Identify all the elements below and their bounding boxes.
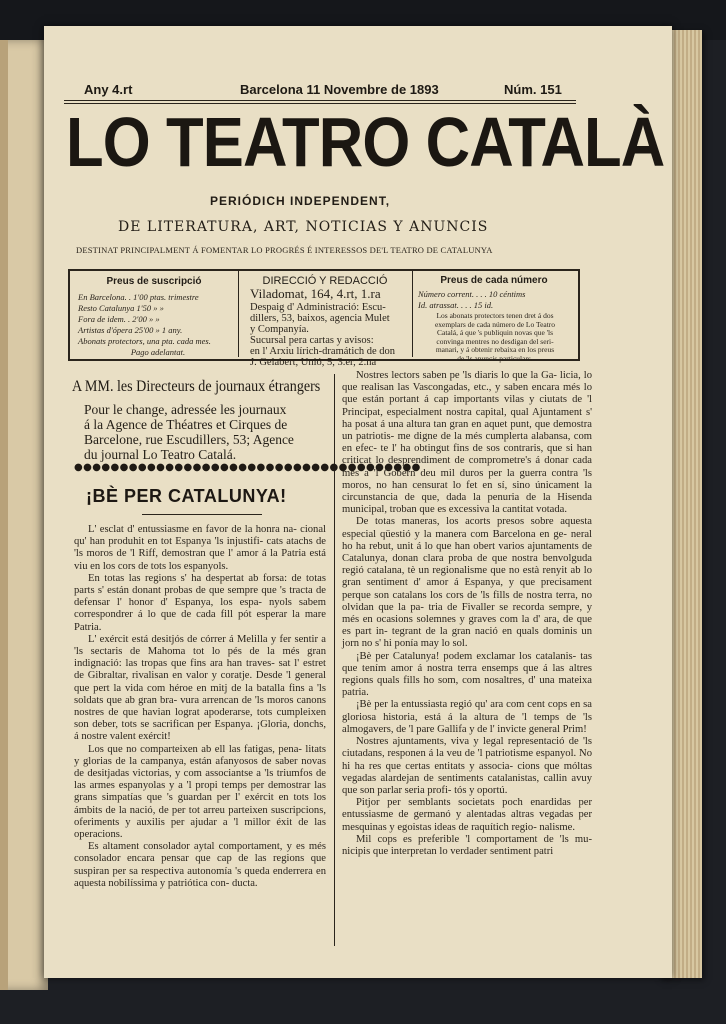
paragraph: L' esclat d' entussiasme en favor de la honra na- cional qu' han produhit en tot Espanya 'ls injustifi- cats atachs de 'ls moros de 'l Riff, demostran que l' amor á la Patria está viu en los cors de tots los espanyols. [74,524,326,572]
notice-line: á la Agence de Théatres et Cirques de [84,417,288,432]
price-note-line: Los abonats protectors tenen dret á dos [436,311,554,320]
paragraph: Pitjor per semblants societats poch enardidas per entussiasme de germanó y alentadas altras vegadas per mesquinas y egoistas ideas de raquítich regio- nalisme. [342,797,592,833]
box-divider-2 [412,271,413,357]
masthead-tagline: DESTINAT PRINCIPALMENT Á FOMENTAR LO PROGRÉS É INTERESSOS DE'L TEATRO DE CATALUNYA [76,245,493,255]
direction-line: J. Gelabert, Unió, 5, 3.er, 2.na [250,357,377,368]
prices-list [418,289,572,311]
prices-note [418,312,572,363]
notice-line: Pour le change, adressée les journaux [84,402,287,417]
issue-label: Any 4.rt [84,82,133,97]
direction-line: Despaig d' Administració: Escu- [250,302,386,313]
paragraph: Nostres ajuntaments, viva y legal representació de 'ls ciutadans, responen á la veu de 'l patriotisme espanyol. No hi ha res que certas entitats y associa- cions que móltas vegadas alardejan de sentiments catalanistas, callin avuy que son parlar seria profi- tós y oportú. [342,736,592,796]
notice-title: A MM. les Directeurs de journaux étrangers [72,378,321,395]
subscription-line: Abonats protectors, una pta. cada mes. [78,336,211,346]
dotted-separator: ●●●●●●●●●●●●●●●●●●●●●●●●●●●●●●●●●●●●●● [74,462,421,473]
price-note-line: exemplars de cada número de Lo Teatro [434,319,556,329]
subscription-line: Fora de idem. . 2'00 » » [78,314,160,324]
paragraph: En totas las regions s' ha despertat ab forsa: de totas parts s' están donant probas de que sempre que 's tracta de defensar l' honor d' Espanya, los espa- nyols sabem correspondrer á lo que de cada fill pót esperar la mare Patria. [74,572,326,633]
masthead-subtitle-2: DE LITERATURA, ART, NOTICIAS Y ANUNCIS [118,219,489,235]
paragraph: ¡Bè per Catalunya! podem exclamar los catalanis- tas que tením amor á nostra terra ensemps que á las altres regions quals fills ho som, com nosaltres, d' una mateixa patria. [342,650,592,699]
direction-line: dillers, 53, baixos, agencia Mulet [250,313,390,324]
prices-title: Preus de cada número [440,275,548,286]
direction-lines [250,302,412,368]
paragraph: ¡Bè per la entussiasta regió qu' ara com cent cops en sa gloriosa historia, está á la altura de 'l temps de 'ls almogavers, de 'l pare Gallifa y de l' invicte general Prim! [342,699,592,735]
price-note-line: manari, y á obtenir rebaixa en los preus [435,345,555,354]
direction-address: Viladomat, 164, 4.rt, 1.ra [250,286,381,301]
subscription-line: En Barcelona. . 1'00 ptas. trimestre [78,292,199,302]
headline-rule [142,514,262,515]
direction-line: en l' Arxiu lírich-dramátich de don [250,346,396,357]
paragraph: Es altament consolador aytal comportament, y es més consolador encara pensar que cap de las regions que suspiran per sa respectiva autonomía 's queda enderrera en aquesta nobilíssima y patriótica con- ducta. [74,841,326,889]
box-divider-1 [238,271,239,357]
date-label: Barcelona 11 Novembre de 1893 [240,82,439,97]
direction-title: DIRECCIÓ Y REDACCIÓ [262,275,388,287]
article-headline: ¡BÈ PER CATALUNYA! [86,486,287,506]
subscription-line: Artistas d'ópera 25'00 » 1 any. [78,325,183,335]
price-note-line: de 'ls anuncis particulars. [457,353,533,363]
price-note-line: Catalá, á que 's publiquin novas que 'ls [436,328,553,337]
direction-line: y Companyía. [250,324,309,335]
newspaper-page [44,26,672,978]
notice-line: du journal Lo Teatro Catalá. [84,447,237,462]
header-rule [64,100,576,101]
direction-line: Sucursal pera cartas y avisos: [250,335,374,346]
subscription-line: Resto Catalunya 1'50 » » [78,303,164,313]
price-note-line: convinga mentres no desdigan del seri- [436,336,554,346]
masthead-subtitle: PERIÓDICH INDEPENDENT, [210,194,391,208]
article-right-column [342,370,592,934]
paragraph: Mil cops es preferible 'l comportament de 'ls mu- nicipis que interpretan lo verdader sentiment patri [342,833,592,857]
notice-body [84,402,328,462]
price-line: Número corrent. . . . 10 céntims [418,289,526,299]
column-divider [334,374,335,946]
number-label: Núm. 151 [504,82,562,97]
left-page-margin [0,40,8,990]
paragraph: Nostres lectors saben pe 'ls diaris lo que la Ga- licia, lo que realisan las Vascongadas, etc., y saben encara més lo que están portant á cap importants vilas y ciutats de 'l Principat, especialment nostra capital, qual Ajuntament s' ha posat á una altura tan gran en aquet punt, que demostra un patriotis- me digne de la més cumplerta alabansa, com en efec- te l' ha obtingut fins de sos contraris, que si han criticat lo desprendiment de comprometre's á donar cada mes a 'l Gobern deu mil duros per la guerra contra 'ls moros, no han censurat lo fet en sí, sino únicament la circunstancia de que, dada la penuria de la Hisenda municipal, troban que es excessiva la cantitat votada. [342,370,592,516]
masthead-title: LO TEATRO CATALÀ [66,103,665,181]
article-left-column [74,524,326,944]
subscription-line: Pago adelantat. [130,347,186,357]
price-line: Id. atrassat. . . . 15 id. [418,300,494,310]
notice-line: Barcelone, rue Escudillers, 53; Agence [84,432,294,447]
paragraph: De totas maneras, los acorts presos sobre aquesta especial qüestió y la manera com Barcelona en ge- neral ho ha rebut, unit á lo que han obert varios ajuntaments de Catalunya, donan clara proba de que nostra benvolguda regió catalana, tè un regionalisme que no està renyit ab lo gran sentiment d' amor á Espanya, y que precisament perque son catalans los cors de 'ls fills de nostra terra, no olvidan que la pa- tria de Fivaller se recorda sempre, y més en ocasions solemnes y graves com la d' ara, de que es part in- tegrant de la gran nació en quals dominis un jorn no s' hi ponía may lo sol. [342,516,592,650]
subscription-title: Preus de suscripció [106,276,202,287]
paragraph: L' exércit está desitjós de córrer á Melilla y fer sentir a 'ls sectaris de Mahoma tot lo pés de la més gran indignació: las tropas que fins ara han traves- sat l' estret de Gibraltar, rivalisan en valor y coratje. Desde 'l general que pert la vida com héroe en mitj de la batalla fins a 'ls soldats que ab gran bra- vura arrencan de 'ls moros canons nostres de que havian lograt apoderarse, tots cumpleixen son deber, tots se sacrifican per Espanya. ¡Gloria, donchs, á nostre valent exércit! [74,633,326,743]
subscription-list [78,292,238,358]
paragraph: Los que no comparteixen ab ell las fatigas, pena- litats y glorias de la campanya, están afanyosos de saber novas de desitjadas victorias, y com associantse a 'ls triumfos de las armes espanyolas y a 'l propi temps per demostrar las grans simpatías que 's guardan per l' exércit en tots los ámbits de la nació, de per tot arreu parteixen suscripcions, oferiments y auxilis per ajudar a 'l millor éxit de las operacions. [74,743,326,841]
